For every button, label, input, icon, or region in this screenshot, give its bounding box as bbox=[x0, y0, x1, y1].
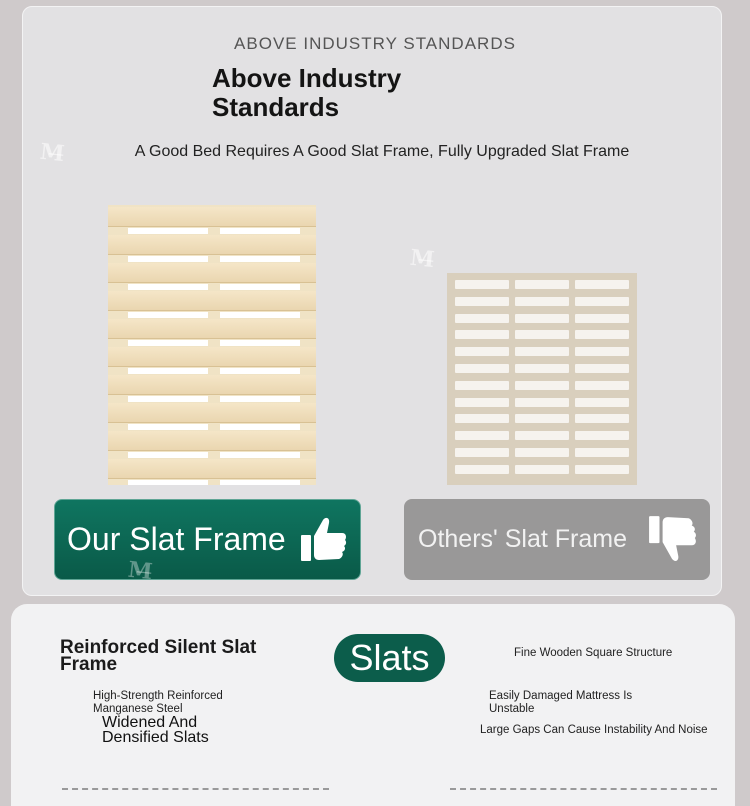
slat-cell bbox=[575, 297, 629, 306]
slat bbox=[108, 319, 316, 339]
slat bbox=[108, 431, 316, 451]
slat-gap bbox=[220, 256, 300, 262]
thumbs-down-icon bbox=[647, 513, 699, 565]
slat-gap bbox=[128, 396, 208, 402]
slat-cell bbox=[515, 414, 569, 423]
slat-cell bbox=[515, 431, 569, 440]
slat-gap bbox=[128, 452, 208, 458]
slat-gap bbox=[128, 368, 208, 374]
slat-cell bbox=[575, 448, 629, 457]
slat-cell bbox=[455, 414, 509, 423]
our-slat-frame-button[interactable] bbox=[54, 499, 361, 580]
left-feature-point: High-Strength Reinforced Manganese Steel bbox=[93, 690, 223, 715]
thumbs-up-icon bbox=[299, 514, 349, 564]
page-title: Above Industry Standards bbox=[212, 63, 402, 122]
others-slat-frame-image bbox=[447, 273, 637, 485]
our-slat-frame-label: Our Slat Frame bbox=[67, 521, 286, 557]
slat-gap bbox=[220, 396, 300, 402]
slat-gap bbox=[220, 312, 300, 318]
slat-gap bbox=[220, 228, 300, 234]
slat-gap bbox=[128, 424, 208, 430]
slat-gap bbox=[128, 480, 208, 485]
right-feature-point: Fine Wooden Square Structure bbox=[514, 647, 673, 659]
left-feature-highlight: Widened And Densified Slats bbox=[102, 714, 209, 746]
slat bbox=[108, 291, 316, 311]
slat bbox=[108, 347, 316, 367]
slat-cell bbox=[575, 330, 629, 339]
slat-cell bbox=[455, 297, 509, 306]
slat-cell bbox=[455, 381, 509, 390]
slat-cell bbox=[575, 347, 629, 356]
slat-cell bbox=[575, 314, 629, 323]
slat-gap bbox=[220, 284, 300, 290]
watermark-left: M̶ bbox=[38, 138, 68, 168]
slat-cell bbox=[455, 448, 509, 457]
slat-gap bbox=[220, 424, 300, 430]
page-subtitle: A Good Bed Requires A Good Slat Frame, Fully Upgraded Slat Frame bbox=[134, 143, 630, 160]
slat-cell bbox=[515, 398, 569, 407]
slat-cell bbox=[515, 381, 569, 390]
slat-gap bbox=[128, 228, 208, 234]
slat-cell bbox=[575, 465, 629, 474]
slat-cell bbox=[575, 414, 629, 423]
slat-gap bbox=[128, 284, 208, 290]
slat-cell bbox=[515, 280, 569, 289]
slat-gap bbox=[128, 256, 208, 262]
slat-cell bbox=[575, 364, 629, 373]
slat bbox=[108, 375, 316, 395]
others-slat-frame-button[interactable] bbox=[404, 499, 710, 580]
left-feature-title: Reinforced Silent Slat Frame bbox=[60, 637, 257, 675]
slat-cell bbox=[515, 465, 569, 474]
slats-badge: Slats bbox=[334, 634, 445, 682]
slat-gap bbox=[128, 312, 208, 318]
slat-cell bbox=[455, 398, 509, 407]
slat-cell bbox=[515, 364, 569, 373]
watermark-right: M̶ bbox=[408, 244, 438, 274]
right-feature-point: Easily Damaged Mattress Is Unstable bbox=[489, 690, 633, 715]
slat bbox=[108, 403, 316, 423]
slat-cell bbox=[515, 297, 569, 306]
others-slat-frame-label: Others' Slat Frame bbox=[418, 525, 627, 553]
slat-gap bbox=[128, 340, 208, 346]
kicker-text: ABOVE INDUSTRY STANDARDS bbox=[234, 34, 516, 53]
slat-cell bbox=[575, 381, 629, 390]
slat-gap bbox=[220, 368, 300, 374]
slat-cell bbox=[515, 330, 569, 339]
slat-cell bbox=[515, 448, 569, 457]
divider-right bbox=[450, 788, 717, 790]
slat-gap bbox=[220, 340, 300, 346]
slat-cell bbox=[575, 280, 629, 289]
slat-cell bbox=[455, 347, 509, 356]
slat-cell bbox=[455, 280, 509, 289]
slat-cell bbox=[455, 314, 509, 323]
slat-gap bbox=[220, 452, 300, 458]
slat bbox=[108, 235, 316, 255]
slat-gap bbox=[220, 480, 300, 485]
slat-cell bbox=[515, 314, 569, 323]
divider-left bbox=[62, 788, 329, 790]
our-slat-frame-image bbox=[108, 205, 316, 485]
slat-cell bbox=[515, 347, 569, 356]
slat-cell bbox=[455, 465, 509, 474]
watermark-bottom: M̶ bbox=[126, 556, 156, 586]
right-feature-point: Large Gaps Can Cause Instability And Noise bbox=[480, 724, 708, 736]
slat-cell bbox=[455, 431, 509, 440]
slat bbox=[108, 263, 316, 283]
slat-cell bbox=[575, 398, 629, 407]
slat-cell bbox=[455, 364, 509, 373]
slat-cell bbox=[455, 330, 509, 339]
slat bbox=[108, 207, 316, 227]
slat bbox=[108, 459, 316, 479]
slat-cell bbox=[575, 431, 629, 440]
